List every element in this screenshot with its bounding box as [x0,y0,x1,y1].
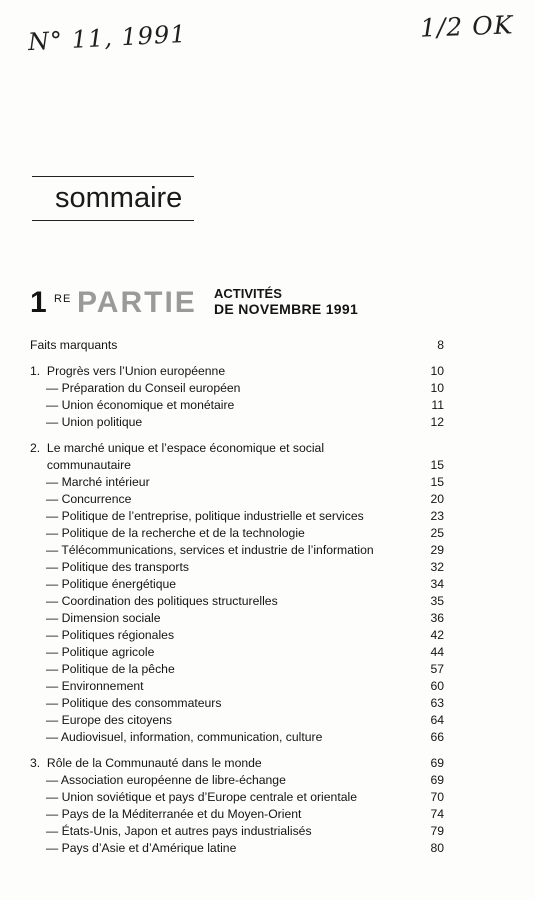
toc-entry-page: 42 [430,628,444,642]
toc-entry-label: — Pays d’Asie et d’Amérique latine [46,841,237,855]
toc-entry-label: — Coordination des politiques structurelles [46,594,278,608]
toc-entry-page: 35 [430,594,444,608]
toc-entry-label: — Pays de la Méditerranée et du Moyen-Orient [46,807,302,821]
toc-subentry [30,380,444,397]
toc-subentry [30,525,444,542]
toc-entry-label: — Politique de la pêche [46,662,175,676]
toc-subentry [30,593,444,610]
toc-entry-page: 15 [430,475,444,489]
handwritten-issue-note: N° 11, 1991 [27,19,188,57]
toc-subentry [30,661,444,678]
toc-subentry [30,712,444,729]
toc-entry-page: 10 [430,364,444,378]
toc-entry-label: — Association européenne de libre-échange [46,773,286,787]
heading-rule-top [32,176,194,177]
toc-entry-label: — Politique de l’entreprise, politique industrielle et services [46,509,364,523]
toc-entry-page: 34 [430,577,444,591]
toc-subentry [30,627,444,644]
toc-entry [30,457,444,474]
toc-entry-page: 69 [430,773,444,787]
toc-entry-page: 63 [430,696,444,710]
heading-rule-bottom [32,220,194,221]
toc-subentry [30,610,444,627]
toc-entry-page: 11 [431,398,444,412]
toc-entry-page: 64 [430,713,444,727]
toc-subentry [30,414,444,431]
toc-entry-page: 10 [430,381,444,395]
toc-entry-page: 74 [430,807,444,821]
toc-subentry [30,678,444,695]
toc-entry-page: 20 [430,492,444,506]
handwritten-check-note: 1/2 OK [419,10,514,43]
toc-subentry [30,508,444,525]
toc-entry-label: — Union soviétique et pays d’Europe centrale et orientale [46,790,357,804]
page-title: sommaire [55,182,183,214]
part-number: 1 [30,286,47,319]
toc-entry-page: 70 [430,790,444,804]
toc-subentry [30,772,444,789]
toc-subentry [30,474,444,491]
toc-entry-label: — Politiques régionales [46,628,175,642]
toc-subentry [30,491,444,508]
part-title-line1: ACTIVITÉS [214,286,282,301]
toc-entry-page: 44 [430,645,444,659]
toc-entry-page: 57 [430,662,444,676]
toc-entry-label: — Politique énergétique [46,577,177,591]
toc-entry-label: — Environnement [46,679,144,693]
toc-entry-label: — Préparation du Conseil européen [46,381,241,395]
toc-gap [30,354,444,363]
toc-subentry [30,823,444,840]
toc-entry-page: 25 [430,526,444,540]
toc-entry-page: 29 [430,543,444,557]
toc-entry [30,755,444,772]
toc-entry-page: 66 [430,730,444,744]
toc-gap [30,746,444,755]
toc-entry-page: 15 [430,458,444,472]
toc-entry-label: — Politique de la recherche et de la technologie [46,526,305,540]
toc-entry-label: — Concurrence [46,492,132,506]
toc-subentry [30,397,444,414]
toc-entry-page: 8 [437,338,444,352]
toc-entry-label: — Politique des transports [46,560,189,574]
toc-subentry [30,644,444,661]
toc-subentry [30,729,444,746]
toc-entry-page: 32 [430,560,444,574]
toc-entry-label: 3. Rôle de la Communauté dans le monde [30,756,262,770]
toc-subentry [30,840,444,857]
toc-entry-label: — Union économique et monétaire [46,398,235,412]
toc-entry-page: 12 [430,415,444,429]
toc-entry-page: 80 [430,841,444,855]
toc-subentry [30,559,444,576]
toc-entry-page: 23 [430,509,444,523]
part-number-suffix: RE [54,293,72,305]
toc-subentry [30,542,444,559]
toc-entry-label: — Politique des consommateurs [46,696,222,710]
toc-entry-page: 60 [430,679,444,693]
toc-entry-label: Faits marquants [30,338,118,352]
toc-entry-label: — Politique agricole [46,645,155,659]
toc-entry-label: — Télécommunications, services et industrie de l’information [46,543,374,557]
toc-subentry [30,695,444,712]
toc-entry-page: 69 [430,756,444,770]
toc-entry [30,337,444,354]
toc-entry-label: communautaire [30,458,131,472]
toc-entry-label: — Marché intérieur [46,475,150,489]
toc-entry [30,363,444,380]
toc-entry [30,440,444,457]
toc-subentry [30,576,444,593]
toc-entry-label: — Europe des citoyens [46,713,173,727]
toc-entry-label: 2. Le marché unique et l’espace économique et social [30,441,325,455]
toc-entry-label: — Audiovisuel, information, communication, culture [46,730,323,744]
toc-entry-page: 79 [430,824,444,838]
toc-entry-label: 1. Progrès vers l’Union européenne [30,364,226,378]
toc-entry-label: — États-Unis, Japon et autres pays industrialisés [46,824,312,838]
part-title-line2: DE NOVEMBRE 1991 [214,301,359,317]
toc-subentry [30,806,444,823]
toc-entry-label: — Dimension sociale [46,611,161,625]
part-word: PARTIE [77,286,197,319]
toc-subentry [30,789,444,806]
toc-gap [30,431,444,440]
toc-entry-page: 36 [430,611,444,625]
toc-entry-label: — Union politique [46,415,143,429]
table-of-contents [30,337,444,857]
